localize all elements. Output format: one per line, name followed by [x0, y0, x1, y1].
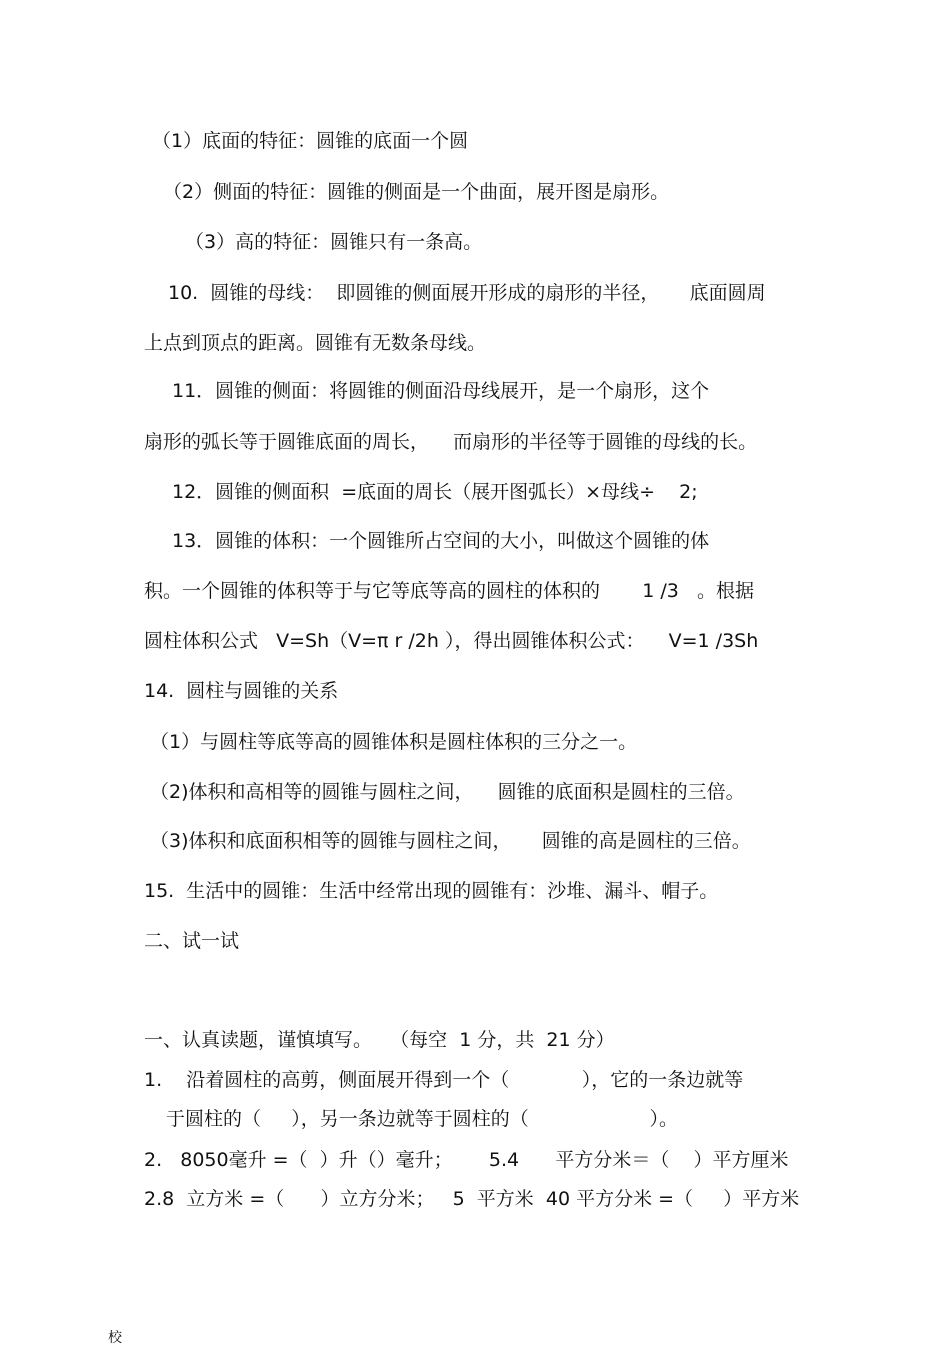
text-line-8: 12．圆锥的侧面积 =底面的周长（展开图弧长）×母线÷ 2; — [172, 481, 698, 503]
question-1-line-2: 于圆柱的（ ），另一条边就等于圆柱的（ ）。 — [166, 1108, 678, 1130]
text-line-11: 圆柱体积公式 V=Sh（V=π r /2h ），得出圆锥体积公式： V=1 /3Sh — [144, 630, 759, 652]
text-line-15: （3)体积和底面积相等的圆锥与圆柱之间， 圆锥的高是圆柱的三倍。 — [150, 830, 751, 852]
question-1-line-1: 1. 沿着圆柱的高剪，侧面展开得到一个（ ），它的一条边就等 — [144, 1069, 744, 1091]
text-line-12: 14. 圆柱与圆锥的关系 — [144, 680, 339, 702]
text-line-7: 扇形的弧长等于圆锥底面的周长， 而扇形的半径等于圆锥的母线的长。 — [144, 431, 758, 453]
text-line-2: （2）侧面的特征：圆锥的侧面是一个曲面，展开图是扇形。 — [163, 181, 670, 203]
question-2-line-1: 2. 8050毫升 =（ ）升（）毫升； 5.4 平方分米＝（ ）平方厘米 — [144, 1149, 789, 1171]
question-2-line-2: 2.8 立方米 =（ ）立方分米； 5 平方米 40 平方分米 =（ ）平方米 — [144, 1188, 800, 1210]
footer-mark: 校 — [108, 1330, 122, 1346]
text-line-14: （2)体积和高相等的圆锥与圆柱之间， 圆锥的底面积是圆柱的三倍。 — [150, 781, 745, 803]
text-line-13: （1）与圆柱等底等高的圆锥体积是圆柱体积的三分之一。 — [150, 731, 638, 753]
section-heading-try: 二、试一试 — [144, 930, 240, 952]
text-line-6: 11．圆锥的侧面：将圆锥的侧面沿母线展开，是一个扇形，这个 — [172, 380, 710, 402]
text-line-3: （3）高的特征：圆锥只有一条高。 — [185, 231, 483, 253]
text-line-9: 13．圆锥的体积：一个圆锥所占空间的大小，叫做这个圆锥的体 — [172, 530, 710, 552]
text-line-10: 积。一个圆锥的体积等于与它等底等高的圆柱的体积的 1 /3 。根据 — [144, 580, 755, 602]
text-line-4: 10. 圆锥的母线： 即圆锥的侧面展开形成的扇形的半径， 底面圆周 — [168, 282, 766, 304]
text-line-1: （1）底面的特征：圆锥的底面一个圆 — [152, 130, 469, 152]
text-line-5: 上点到顶点的距离。圆锥有无数条母线。 — [144, 332, 487, 354]
text-line-16: 15. 生活中的圆锥：生活中经常出现的圆锥有：沙堆、漏斗、帽子。 — [144, 880, 719, 902]
section-heading-fill-in: 一、认真读题，谨慎填写。 （每空 1 分，共 21 分） — [144, 1029, 615, 1051]
